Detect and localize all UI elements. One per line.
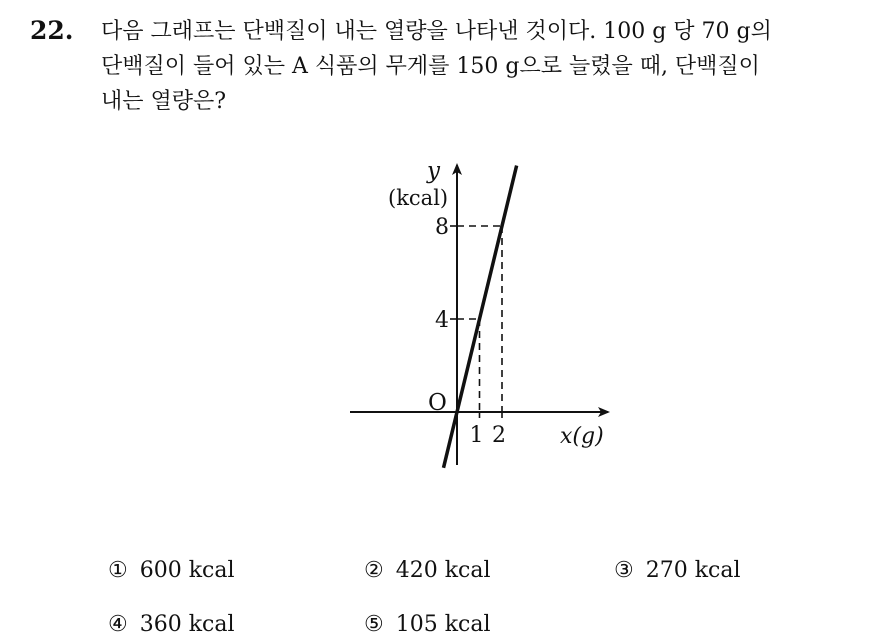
choice-1-text: 600 kcal: [139, 558, 235, 583]
question-line-3: 내는 열량은?: [101, 89, 227, 114]
question-line-1: 다음 그래프는 단백질이 내는 열량을 나타낸 것이다. 100 g 당 70 g의: [101, 19, 772, 44]
question-text: [101, 14, 871, 119]
choice-1-number: ①: [108, 558, 128, 583]
choice-5-number: ⑤: [364, 612, 384, 637]
y-tick-label-4: 4: [435, 308, 449, 333]
choice-3-number: ③: [614, 558, 634, 583]
x-tick-label-1: 1: [469, 423, 484, 448]
choice-3-text: 270 kcal: [645, 558, 741, 583]
choice-5[interactable]: [364, 610, 491, 640]
y-axis-unit: (kcal): [388, 186, 449, 210]
x-tick-label-2: 2: [492, 423, 506, 448]
question-line-2: 단백질이 들어 있는 A 식품의 무게를 150 g으로 늘렸을 때, 단백질이: [101, 54, 760, 79]
choice-1[interactable]: [108, 556, 235, 586]
protein-calorie-graph: [340, 155, 630, 475]
choice-2-text: 420 kcal: [395, 558, 491, 583]
choice-5-text: 105 kcal: [395, 612, 491, 637]
x-axis-label: x(g): [560, 424, 604, 449]
choice-4-number: ④: [108, 612, 128, 637]
choice-3[interactable]: [614, 556, 741, 586]
problem-number: 22.: [30, 16, 74, 45]
choice-4[interactable]: [108, 610, 235, 640]
y-tick-label-8: 8: [435, 215, 449, 240]
choice-4-text: 360 kcal: [139, 612, 235, 637]
choice-2[interactable]: [364, 556, 491, 586]
y-axis-label: y: [427, 158, 440, 184]
choice-2-number: ②: [364, 558, 384, 583]
origin-label: O: [428, 390, 447, 416]
